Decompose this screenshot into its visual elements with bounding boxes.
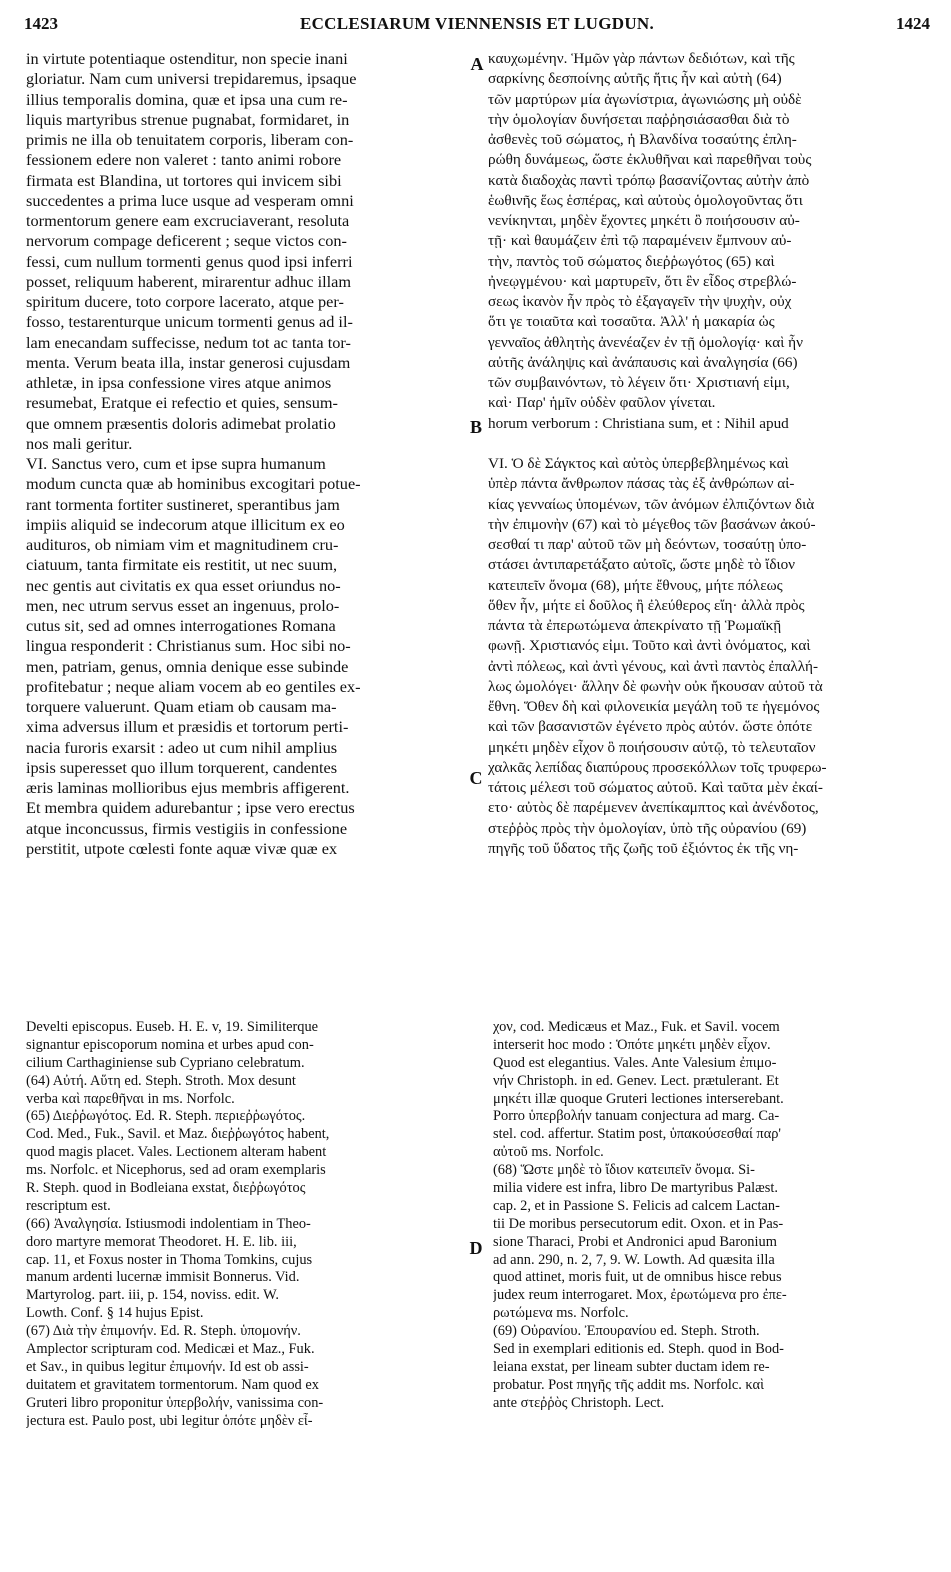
text-line: VI. Ὁ δὲ Σάγκτος καὶ αὐτὸς ὑπερβεβλημένως καὶ (488, 455, 789, 472)
text-line: σαρκίνης δεσποίνης αὐτῆς ἥτις ἦν καὶ αὐτὴ (64) (488, 70, 782, 88)
text-line: nacia furoris exarsit : adeo ut cum nihil amplius (26, 737, 338, 757)
footnote-line: probatur. Post πηγῆς τῆς addit ms. Norfolc. καὶ (493, 1376, 764, 1393)
footnote-line: ad ann. 290, n. 2, 7, 9. W. Lowth. Ad quæsita illa (493, 1251, 775, 1268)
text-line: ἀντὶ πόλεως, καὶ ἀντὶ γένους, καὶ ἀντὶ παντὸς ἐπαλλή- (488, 657, 819, 675)
text-line: τὴν ὁμολογίαν δυνήσεται παῤῥησιάσασθαι διὰ τὸ (488, 110, 790, 128)
margin-marker-a: A (470, 54, 484, 74)
footnote-line: cap. 2, et in Passione S. Felicis ad calcem Lactan- (493, 1197, 780, 1214)
footnote-line: (67) Διὰ τὴν ἐπιμονήν. Ed. R. Steph. ὑπομονήν. (26, 1323, 301, 1340)
footnote-line: Quod est elegantius. Vales. Ante Valesium ἐπιμο- (493, 1054, 777, 1071)
text-line: audituros, ob nimiam vim et magnitudinem cru- (26, 535, 339, 554)
text-line: ἀσθενὲς τοῦ σώματος, ἡ Βλανδίνα τοσαύτης ἐπλη- (488, 131, 797, 148)
footnote-line: stel. cod. affertur. Statim post, ὑπακούσεσθαί παρ' (493, 1126, 782, 1143)
footnote-line: milia videre est infra, libro De martyribus Palæst. (493, 1180, 778, 1197)
footnote-line: νήν Christoph. in ed. Genev. Lect. prætulerant. Et (493, 1072, 779, 1089)
footnote-line: manum ardenti lucernæ immisit Bonnerus. Vid. (26, 1269, 300, 1286)
footnote-line: Lowth. Conf. § 14 hujus Epist. (26, 1305, 204, 1322)
footnote-line: judex reum interrogaret. Mox, ἐρωτώμενα pro ἐπε- (493, 1287, 787, 1304)
text-line: μηκέτι μηδὲν εἶχον ὃ ποιήσουσιν αὐτῷ, τὸ τελευταῖον (488, 738, 816, 756)
footnote-line: duitatem et gravitatem tormentorum. Nam quod ex (26, 1376, 319, 1393)
text-line (488, 434, 928, 454)
text-line: fosso, testarenturque unicum tormenti genus ad il- (26, 312, 353, 332)
text-line: que omnem præsentis doloris adimebat prolatio (26, 413, 336, 433)
text-line: σεως ἱκανὸν ἦν πρὸς τὸ ἐξαγαγεῖν τὴν ψυχὴν, οὐχ (488, 293, 792, 310)
footnote-line: (66) Ἀναλγησία. Istiusmodi indolentiam in Theo- (26, 1215, 311, 1232)
text-line: κίας γενναίως ὑπομένων, τῶν ἀνόμων ἐλπιζόντων διὰ (488, 495, 815, 513)
text-line: κατὰ διαδοχὰς παντὶ τρόπῳ βασανίζοντας αὐτὴν ἀπὸ (488, 171, 810, 189)
text-line: cutus sit, sed ad omnes interrogationes Romana (26, 616, 336, 635)
text-line: φωνῇ. Χριστιανός εἰμι. Τοῦτο καὶ ἀντὶ ὀνόματος, καὶ (488, 637, 811, 655)
footnote-line: αὐτοῦ ms. Norfolc. (493, 1144, 604, 1161)
text-line: στάσει ἀντιπαρετάξατο αὐτοῖς, ὥστε μηδὲ τὸ ἴδιον (488, 556, 796, 574)
footnote-line: Gruteri libro proponitur ὑπερβολήν, vanissima con- (26, 1394, 324, 1411)
text-line: nervorum compage deficerent ; seque victos con- (26, 231, 347, 251)
footnote-line: (64) Αὐτή. Αὕτη ed. Steph. Stroth. Mox desunt (26, 1072, 296, 1089)
text-line: in virtute potentiaque ostenditur, non specie inani (26, 49, 348, 68)
footnote-line: et Sav., in quibus legitur ἐπιμονήν. Id est ob assi- (26, 1358, 309, 1375)
footnotes-left-column (26, 1019, 458, 1430)
text-line: ἠνεῳγμένου· καὶ μαρτυρεῖν, ὅτι ἓν εἶδος στρεβλώ- (488, 272, 797, 290)
latin-text-column (26, 49, 462, 859)
footnotes-right-column (493, 1019, 930, 1413)
footnote-line: Porro ὑπερβολήν tanuam conjectura ad marg. Ca- (493, 1108, 780, 1125)
text-line: καυχωμένην. Ἡμῶν γὰρ πάντων δεδιότων, καὶ τῆς (488, 50, 795, 67)
text-line: νενίκηνται, μηδὲν ἔχοντες μηκέτι ὃ ποιήσουσιν αὐ- (488, 212, 800, 229)
footnote-line: quod magis placet. Vales. Lectionem alteram habent (26, 1144, 327, 1161)
text-line: τῶν μαρτύρων μία ἀγωνίστρια, ἀγωνιώσης μὴ οὐδὲ (488, 90, 802, 108)
text-line: ipsis superesset quo illum torquerent, candentes (26, 757, 338, 777)
footnote-line: (68) Ὥστε μηδὲ τὸ ἴδιον κατειπεῖν ὄνομα. Si- (493, 1162, 755, 1179)
text-line: firmata est Blandina, ut tortores qui invicem sibi (26, 170, 342, 190)
text-line: nos mali geritur. (26, 433, 133, 453)
footnote-line: rescriptum est. (26, 1197, 111, 1214)
footnote-line: tii De moribus persecutorum edit. Oxon. et in Pas- (493, 1215, 784, 1232)
running-title: ECCLESIARUM VIENNENSIS ET LUGDUN. (299, 14, 655, 33)
footnote-line: ρωτώμενα ms. Norfolc. (493, 1305, 629, 1322)
text-line: τὴν, παντὸς τοῦ σώματος διεῤῥωγότος (65) καὶ (488, 252, 775, 270)
text-line: fessi, cum nullum tormenti genus quod ipsi inferri (26, 251, 353, 271)
text-line: πάντα τὰ ἐπερωτώμενα ἀπεκρίνατο τῇ Ῥωμαϊκῇ (488, 617, 782, 634)
page-header (24, 14, 930, 40)
text-line: xima adversus illum et præsidis et tortorum perti- (26, 717, 349, 737)
text-line: αὐτῆς ἀνάληψις καὶ ἀνάπαυσις καὶ ἀναλγησία (66) (488, 353, 798, 371)
text-line: perstitit, utpote cœlesti fonte aquæ vivæ quæ ex (26, 838, 338, 858)
text-line: posset, reliquum haberent, mirarentur adhuc illam (26, 271, 352, 291)
text-line: atque inconcussus, firmis vestigiis in confessione (26, 818, 348, 838)
text-line: γενναῖος ἀθλητὴς ἀνενέαζεν ἐν τῇ ὁμολογίᾳ· καὶ ἦν (488, 333, 803, 351)
text-line: στεῤῥὸς πρὸς τὴν ὁμολογίαν, ὑπὸ τῆς οὐρανίου (69) (488, 819, 807, 837)
footnote-line: sione Tharaci, Probi et Andronici apud Baronium (493, 1233, 777, 1250)
footnote-line: ante στεῤῥὸς Christoph. Lect. (493, 1394, 665, 1411)
text-line: æris laminas mollioribus ejus membris affigerent. (26, 778, 350, 797)
footnote-line: Cod. Med., Fuk., Savil. et Maz. διεῤῥωγότος habent, (26, 1126, 330, 1143)
text-line: σεσθαί τι παρ' αὐτοῦ τῶν μὴ δεόντων, τοσαύτῃ ὑπο- (488, 536, 807, 553)
margin-marker-c: C (469, 768, 483, 788)
footnote-line: signantur episcoporum nomina et urbes apud con- (26, 1036, 314, 1053)
page-number-right: 1424 (896, 14, 930, 33)
footnote-line: R. Steph. quod in Bodleiana exstat, διεῤῥωγότος (26, 1180, 306, 1197)
text-line: καὶ· Παρ' ἡμῖν οὐδὲν φαῦλον γίνεται. (488, 394, 716, 412)
footnote-line: ms. Norfolc. et Nicephorus, sed ad oram exemplaris (26, 1162, 326, 1179)
text-line: torquere valuerunt. Quam etiam ob causam ma- (26, 697, 337, 716)
text-line: lam enecandam suffecisse, nedum tot ac tanta tor- (26, 332, 351, 352)
footnote-line: interserit hoc modo : Ὁπότε μηκέτι μηδὲν εἶχον. (493, 1036, 771, 1053)
text-line: modum cuncta quæ ab hominibus excogitari potue- (26, 474, 361, 494)
footnote-line: χον, cod. Medicæus et Maz., Fuk. et Savil. vocem (493, 1019, 780, 1035)
text-line: λως ὡμολόγει· ἄλλην δὲ φωνὴν οὐκ ἤκουσαν αὐτοῦ τὰ (488, 677, 823, 695)
footnote-line: doro martyre memorat Theodoret. H. E. lib. iii, (26, 1233, 297, 1250)
text-line: τῶν συμβαινόντων, τὸ λέγειν ὅτι· Χριστιανή εἰμι, (488, 374, 790, 391)
text-line: primis ne illa ob tenuitatem corporis, liberam con- (26, 130, 354, 149)
text-line: χαλκᾶς λεπίδας διαπύρους προσεκόλλων τοῖς τρυφερω- (488, 758, 827, 776)
text-line: Et membra quidem adurebantur ; ipse vero erectus (26, 798, 355, 818)
text-line: illius temporalis domina, quæ et ipsa una cum re- (26, 89, 348, 109)
text-line: liquis martyribus strenue pugnabat, formidaret, in (26, 109, 350, 129)
text-line: καὶ τῶν βασανιστῶν ἐγένετο πρὸς αὐτόν. ὥστε ὁπότε (488, 718, 813, 736)
footnote-line: (69) Οὐρανίου. Ἐπουρανίου ed. Steph. Stroth. (493, 1323, 760, 1340)
text-line: fessionem edere non valeret : tanto animi robore (26, 150, 342, 170)
footnote-line: leiana exstat, per lineam subter ductam idem re- (493, 1358, 770, 1375)
text-line: ἔθνη. Ὅθεν δὴ καὶ φιλονεικία μεγάλη τοῦ τε ἡγεμόνος (488, 698, 820, 715)
text-line: πηγῆς τοῦ ὕδατος τῆς ζωῆς τοῦ ἐξιόντος ἐκ τῆς νη- (488, 839, 799, 857)
text-line: κατειπεῖν ὄνομα (68), μήτε ἔθνους, μήτε πόλεως (488, 576, 783, 594)
margin-marker-b: B (469, 417, 482, 437)
text-line: rant tormenta fortiter sustineret, sperantibus jam (26, 494, 340, 514)
text-line: men, patriam, genus, omnia denique esse subinde (26, 656, 349, 676)
text-line: profitebatur ; neque aliam vocem ab eo gentiles ex- (26, 676, 361, 696)
footnote-line: μηκέτι illæ quoque Gruteri lectiones interserebant. (493, 1090, 784, 1107)
text-line: horum verborum : Christiana sum, et : Nihil apud (488, 414, 789, 432)
footnote-line: cap. 11, et Foxus noster in Thoma Tomkins, cujus (26, 1251, 313, 1268)
footnote-line: jectura est. Paulo post, ubi legitur ὁπότε μηδὲν εἶ- (26, 1412, 313, 1429)
text-line: τῇ· καὶ θαυμάζειν ἐπὶ τῷ παραμένειν ἔμπνουν αὐ- (488, 232, 792, 250)
page-number-left: 1423 (24, 14, 58, 33)
text-line: ἑωθινῆς ἕως ἑσπέρας, καὶ αὐτοὺς ὁμολογοῦντας ὅτι (488, 191, 803, 209)
footnote-line: Sed in exemplari editionis ed. Steph. quod in Bod- (493, 1341, 784, 1358)
footnote-line: Martyrolog. part. iii, p. 154, noviss. edit. W. (26, 1287, 280, 1304)
footnote-line: quod attinet, moris fuit, ut de omnibus hisce rebus (493, 1269, 782, 1286)
footnote-line: verba καὶ παρεθῆναι in ms. Norfolc. (26, 1090, 235, 1107)
text-line: resumebat, Eratque ei refectio et quies, sensum- (26, 393, 338, 413)
text-line: VI. Sanctus vero, cum et ipse supra humanum (26, 454, 326, 473)
footnote-line: cilium Carthaginiense sub Cypriano celebratum. (26, 1054, 305, 1071)
text-line: impiis aliquid se indecorum atque illicitum ex eo (26, 514, 345, 534)
margin-marker-d: D (469, 1238, 483, 1258)
text-line: ὅθεν ἦν, μήτε εἰ δοῦλος ἢ ἐλεύθερος εἴη· ἀλλὰ πρὸς (488, 596, 805, 614)
text-line: ρώθη δυνάμεως, ὥστε ἐκλυθῆναι καὶ παρεθῆναι τοὺς (488, 151, 812, 169)
footnote-line: Develti episcopus. Euseb. H. E. v, 19. Similiterque (26, 1019, 319, 1035)
text-line: men, nec utrum servus esset an ingenuus, prolo- (26, 595, 340, 615)
greek-text-column (488, 49, 928, 859)
text-line: gloriatur. Nam cum universi trepidaremus, ipsaque (26, 69, 357, 89)
text-line: τάτοις μέλεσι τοῦ σώματος αὐτοῦ. Καὶ ταῦτα μὲν ἐκαί- (488, 779, 823, 796)
text-line: ciatuum, tanta firmitate eis restitit, ut nec suum, (26, 555, 338, 575)
footnote-line: (65) Διεῤῥωγότος. Ed. R. Steph. περιεῤῥωγότος. (26, 1108, 306, 1125)
text-line: ὅτι γε τοιαῦτα καὶ τοσαῦτα. Ἀλλ' ἡ μακαρία ὡς (488, 313, 775, 331)
text-line: menta. Verum beata illa, instar generosi cujusdam (26, 352, 351, 372)
text-line: tormentorum genere eam excruciaverant, resoluta (26, 211, 350, 230)
text-line: spiritum ducere, toto corpore lacerato, atque per- (26, 292, 344, 311)
text-line: nec gentis aut civitatis ex qua esset oriundus no- (26, 575, 341, 595)
text-line: succedentes a prima luce usque ad vesperam omni (26, 190, 354, 210)
text-line: lingua responderit : Christianus sum. Hoc sibi no- (26, 636, 351, 656)
footnote-line: Amplector scripturam cod. Medicæi et Maz., Fuk. (26, 1341, 315, 1358)
text-line: τὴν ἐπιμονὴν (67) καὶ τὸ μέγεθος τῶν βασάνων ἀκού- (488, 515, 816, 533)
text-line: ετο· αὐτὸς δὲ παρέμενεν ἀνεπίκαμπτος καὶ ἀνένδοτος, (488, 799, 819, 817)
text-line: ὑπὲρ πάντα ἄνθρωπον πάσας τὰς ἐξ ἀνθρώπων αἰ- (488, 475, 795, 493)
text-line: athletæ, in ipsa confessione vires atque animos (26, 373, 332, 392)
